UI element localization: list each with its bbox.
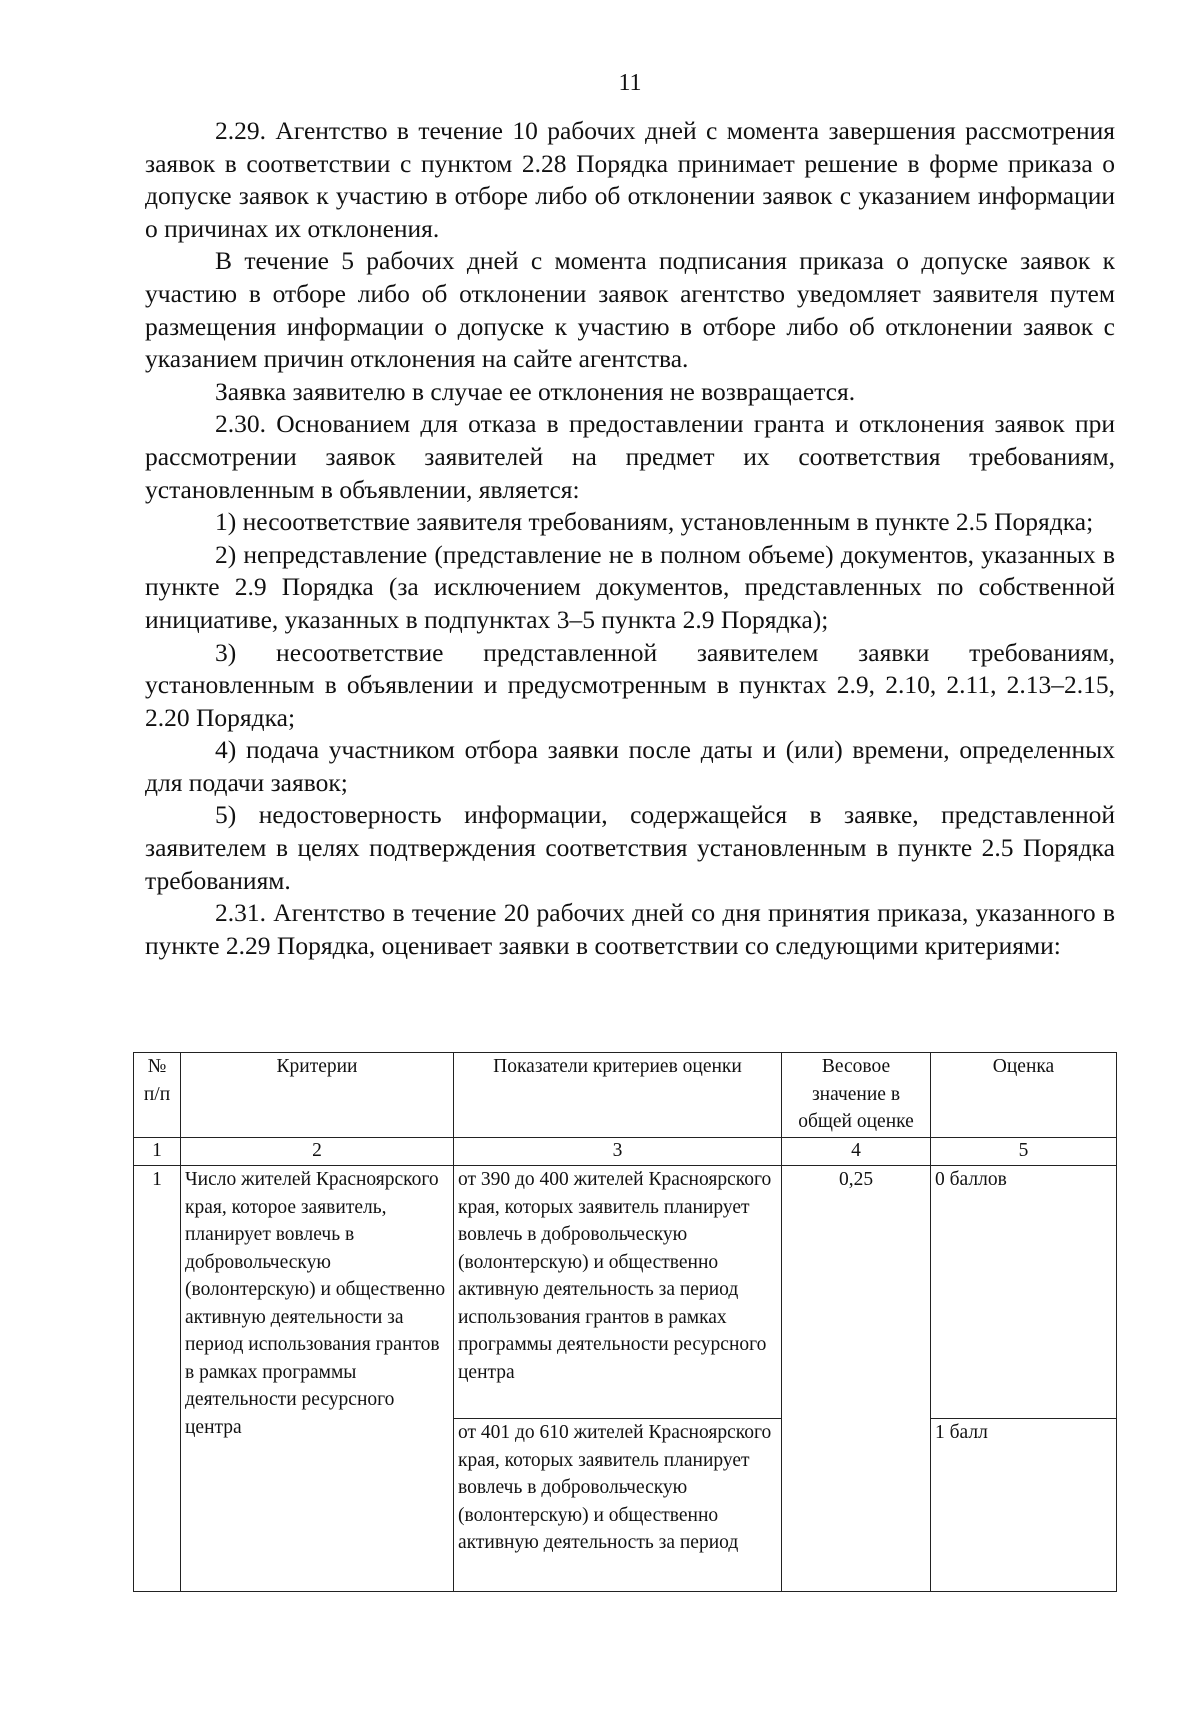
paragraph-2-29: 2.29. Агентство в течение 10 рабочих дней с момента завершения рассмотрения заявок в соответствии с пунктом 2.28 Порядка принимает решение в форме приказа о допуске заявок к участию в отборе либо об отклонении заявок с указанием информации о причинах их отклонения.	[145, 116, 1115, 243]
weight-cell: 0,25	[782, 1166, 931, 1592]
page-number: 11	[618, 70, 642, 96]
header-weight: Весовое значение в общей оценке	[782, 1053, 931, 1138]
list-item-2: 2) непредставление (представление не в полном объеме) документов, указанных в пункте 2.9 Порядка (за исключением документов, представленных по собственной инициативе, указанных в подпунктах 3–5 пункта 2.9 Порядка);	[145, 539, 1115, 634]
list-item-5: 5) недостоверность информации, содержащейся в заявке, представленной заявителем в целях подтверждения соответствия установленным в пункте 2.5 Порядка требованиям.	[145, 800, 1115, 895]
paragraph-2-30: 2.30. Основанием для отказа в предоставлении гранта и отклонения заявок при рассмотрении заявок заявителей на предмет их соответствия требованиям, установленным в объявлении, является:	[145, 409, 1115, 504]
score-cell: 1 балл	[931, 1419, 1117, 1592]
criterion-cell: Число жителей Красноярского края, которое заявитель, планирует вовлечь в добровольческую (волонтерскую) и общественно активную деятельности за период использования грантов в рамках программы деятельности ресурсного центра	[181, 1166, 454, 1592]
list-item-4: 4) подача участником отбора заявки после даты и (или) времени, определенных для подачи заявок;	[145, 735, 1115, 797]
table-header-row	[134, 1053, 1117, 1138]
score-cell: 0 баллов	[931, 1166, 1117, 1419]
paragraph-2-31: 2.31. Агентство в течение 20 рабочих дней со дня принятия приказа, указанного в пункте 2.29 Порядка, оценивает заявки в соответствии со следующими критериями:	[145, 898, 1115, 960]
indicator-cell: от 401 до 610 жителей Красноярского края, которых заявитель планирует вовлечь в добровольческую (волонтерскую) и общественно активную деятельность за период	[454, 1419, 782, 1592]
column-number: 4	[782, 1138, 931, 1166]
column-number: 5	[931, 1138, 1117, 1166]
column-number: 3	[454, 1138, 782, 1166]
header-criteria: Критерии	[181, 1053, 454, 1138]
row-number: 1	[134, 1166, 181, 1592]
list-item-1: 1) несоответствие заявителя требованиям, установленным в пункте 2.5 Порядка;	[215, 507, 1094, 537]
indicator-cell: от 390 до 400 жителей Красноярского края, которых заявитель планирует вовлечь в добровольческую (волонтерскую) и общественно активную деятельность за период использования грантов в рамках программы деятельности ресурсного центра	[454, 1166, 782, 1419]
paragraph-not-returned: Заявка заявителю в случае ее отклонения не возвращается.	[215, 376, 856, 406]
header-score: Оценка	[931, 1053, 1117, 1138]
paragraph-notification: В течение 5 рабочих дней с момента подписания приказа о допуске заявок к участию в отборе либо об отклонении заявок агентство уведомляет заявителя путем размещения информации о допуске к участию в отборе либо об отклонении заявок с указанием причин отклонения на сайте агентства.	[145, 246, 1115, 374]
list-item-3: 3) несоответствие представленной заявителем заявки требованиям, установленным в объявлении и предусмотренным в пунктах 2.9, 2.10, 2.11, 2.13–2.15, 2.20 Порядка;	[145, 637, 1115, 732]
criteria-table	[133, 1052, 1117, 1592]
header-number: № п/п	[134, 1053, 181, 1138]
table-column-numbers-row	[134, 1138, 1117, 1166]
table-row	[134, 1166, 1117, 1419]
column-number: 2	[181, 1138, 454, 1166]
document-body	[145, 115, 1115, 962]
header-indicators: Показатели критериев оценки	[454, 1053, 782, 1138]
column-number: 1	[134, 1138, 181, 1166]
